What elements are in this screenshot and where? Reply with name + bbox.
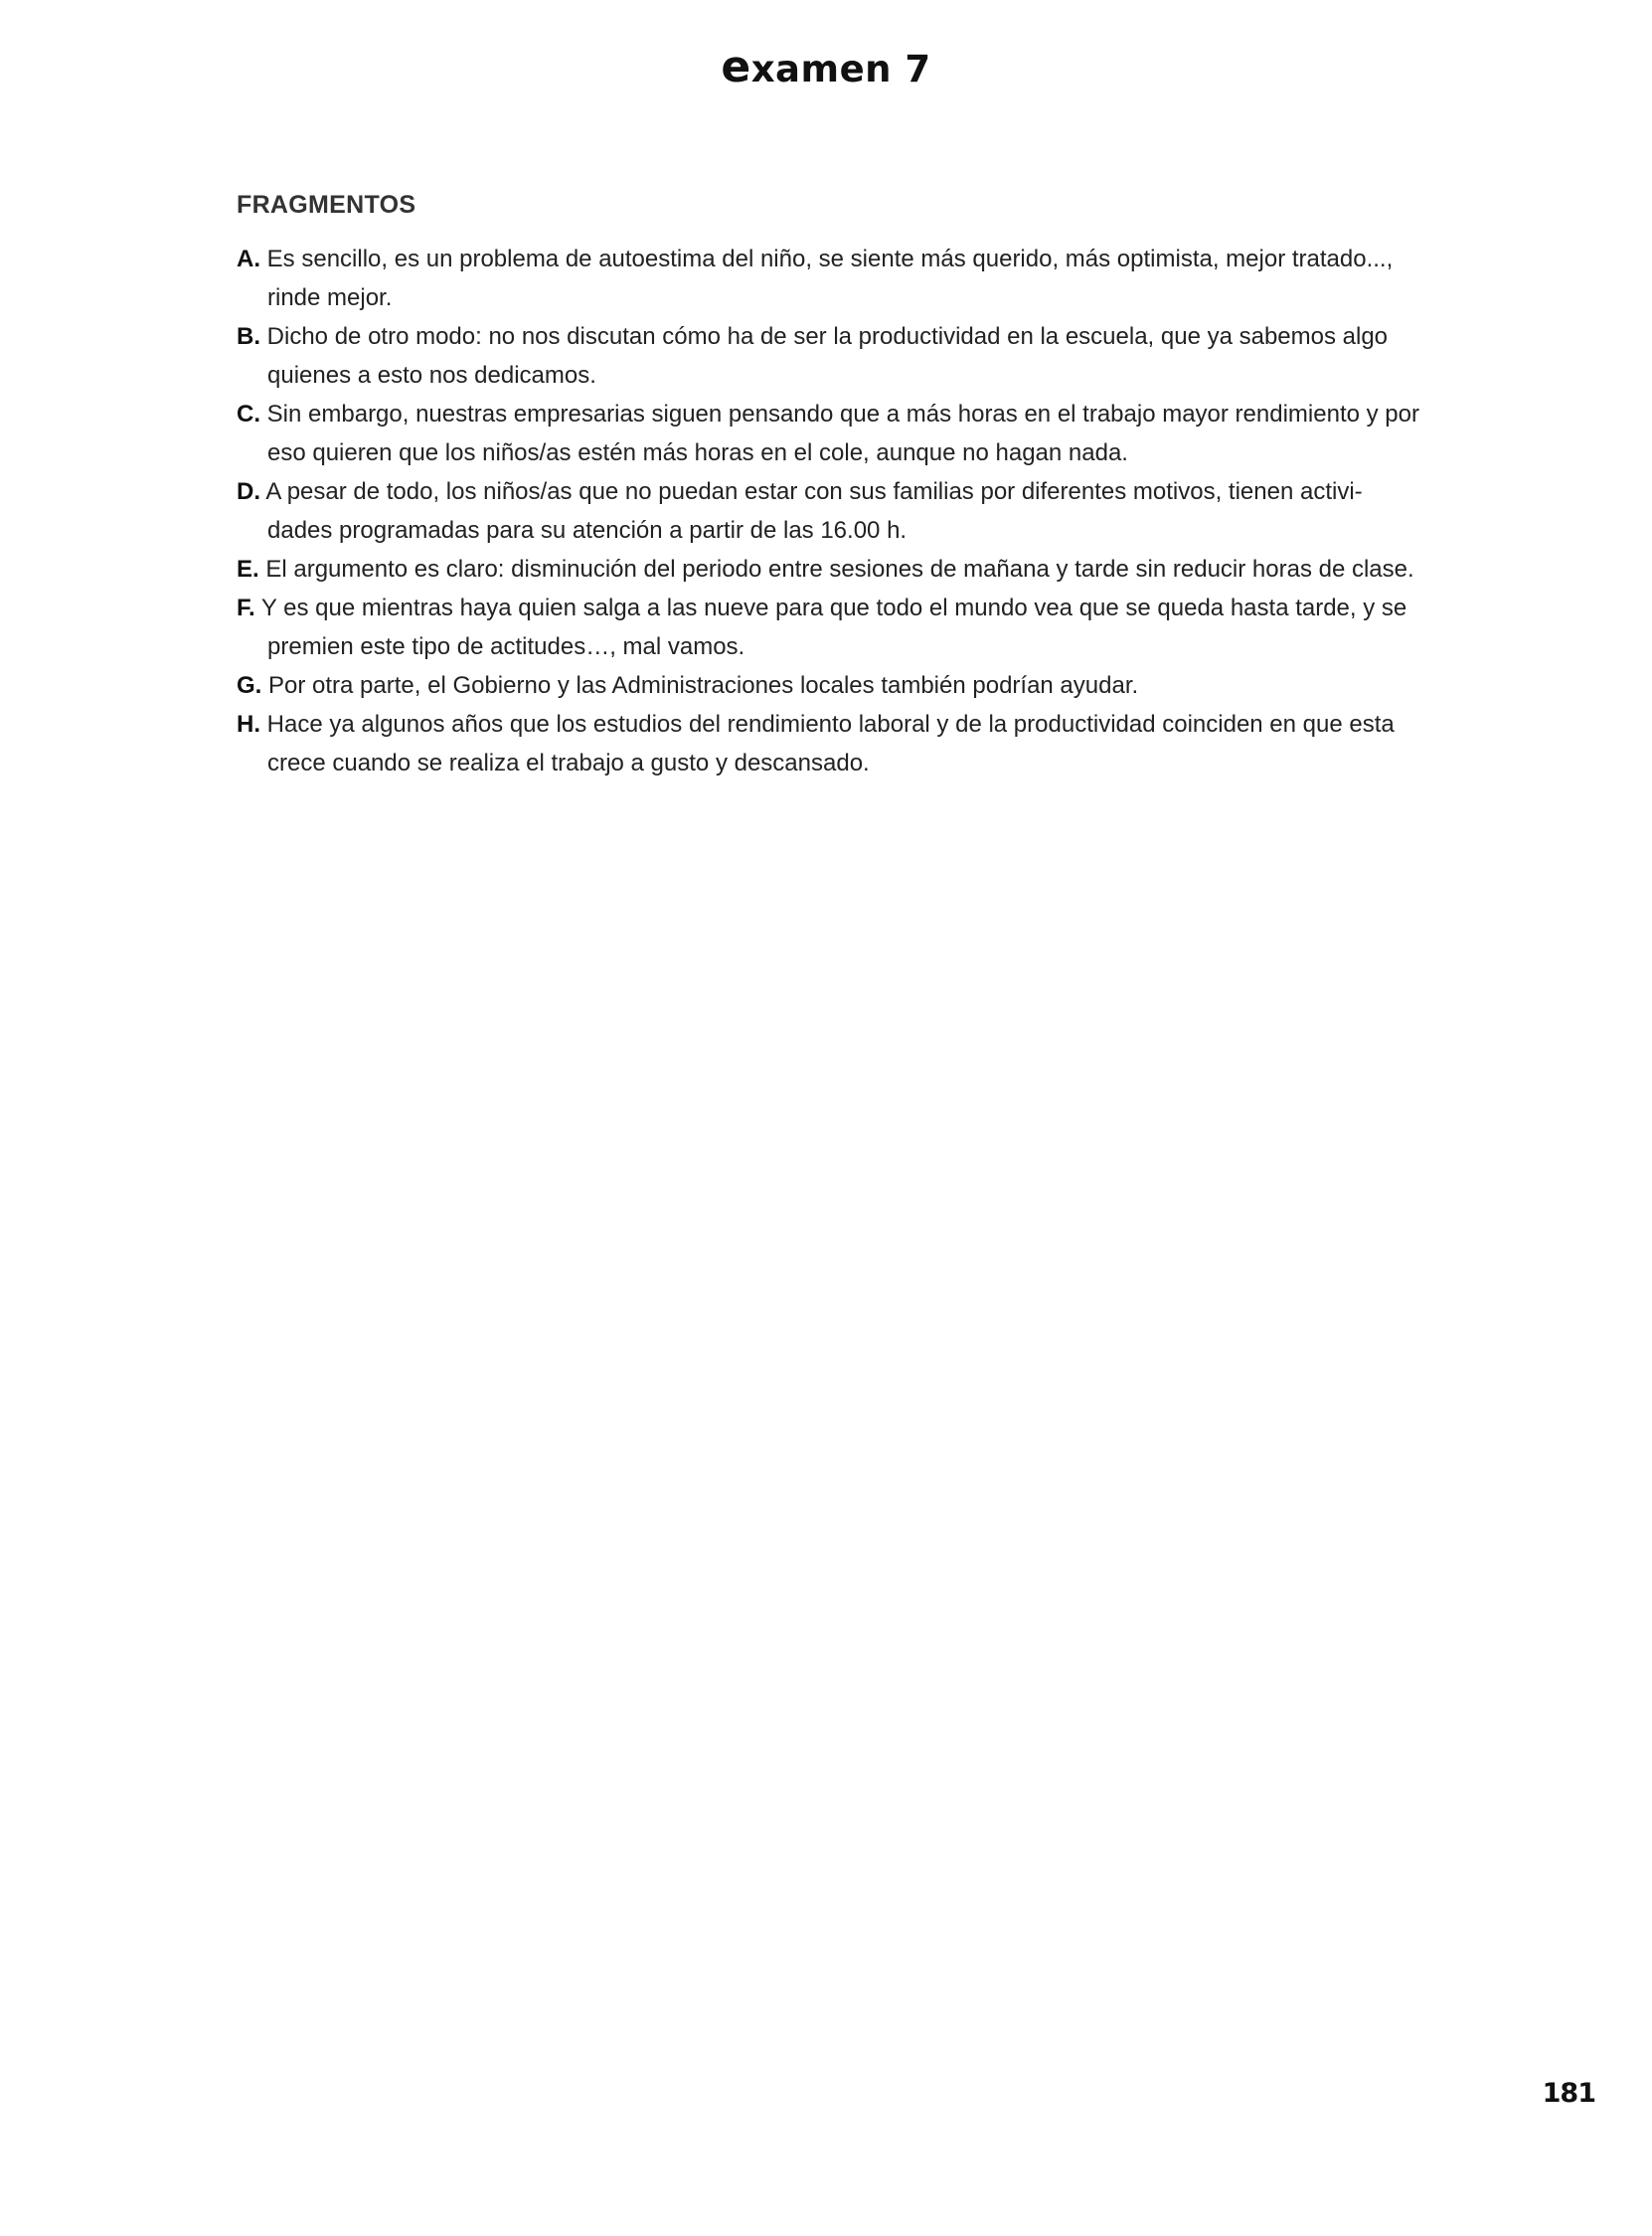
fragment-text: Sin embargo, nuestras empresarias siguen pensando que a más horas en el trabajo mayor rendimiento y por eso quieren que los niños/as estén más horas en el cole, aunque no hagan nada.	[266, 401, 1419, 466]
fragment-text: Y es que mientras haya quien salga a las nueve para que todo el mundo vea que se queda hasta tarde, y se premien este tipo de actitudes…, mal vamos.	[260, 595, 1407, 660]
title-rest: xamen 7	[750, 48, 931, 90]
fragment-letter: A.	[237, 246, 260, 272]
section-heading: FRAGMENTOS	[237, 191, 416, 219]
fragment-text: El argumento es claro: disminución del periodo entre sesiones de mañana y tarde sin reducir horas de clase.	[265, 556, 1414, 583]
fragment-b	[237, 317, 1419, 395]
page-title	[0, 42, 1652, 92]
fragment-list	[237, 240, 1419, 782]
fragment-e	[237, 550, 1419, 589]
fragment-letter: H.	[237, 711, 260, 738]
fragment-letter: D.	[237, 478, 260, 505]
fragment-g	[237, 666, 1419, 705]
fragment-letter: G.	[237, 672, 262, 699]
page-number: 181	[1542, 2078, 1595, 2109]
fragment-h	[237, 705, 1419, 782]
fragment-letter: C.	[237, 401, 260, 428]
fragment-letter: B.	[237, 323, 260, 350]
fragment-f	[237, 589, 1419, 666]
fragment-text: A pesar de todo, los niños/as que no puedan estar con sus familias por diferentes motivos, tienen actividades programadas para su atención a partir de las 16.00 h.	[265, 478, 1363, 544]
fragment-letter: F.	[237, 595, 255, 621]
title-initial: e	[721, 42, 751, 92]
fragment-letter: E.	[237, 556, 259, 583]
fragment-text: Dicho de otro modo: no nos discutan cómo ha de ser la productividad en la escuela, que ya sabemos algo quienes a esto nos dedicamos.	[266, 323, 1389, 389]
fragment-text: Por otra parte, el Gobierno y las Administraciones locales también podrían ayudar.	[268, 672, 1139, 699]
fragment-a	[237, 240, 1419, 317]
fragment-d	[237, 472, 1419, 550]
fragment-text: Es sencillo, es un problema de autoestima del niño, se siente más querido, más optimista, mejor tratado..., rinde mejor.	[266, 246, 1394, 311]
fragments-section	[237, 191, 1419, 782]
fragment-text: Hace ya algunos años que los estudios del rendimiento laboral y de la productividad coinciden en que esta crece cuando se realiza el trabajo a gusto y descansado.	[266, 711, 1395, 776]
fragment-c	[237, 395, 1419, 472]
